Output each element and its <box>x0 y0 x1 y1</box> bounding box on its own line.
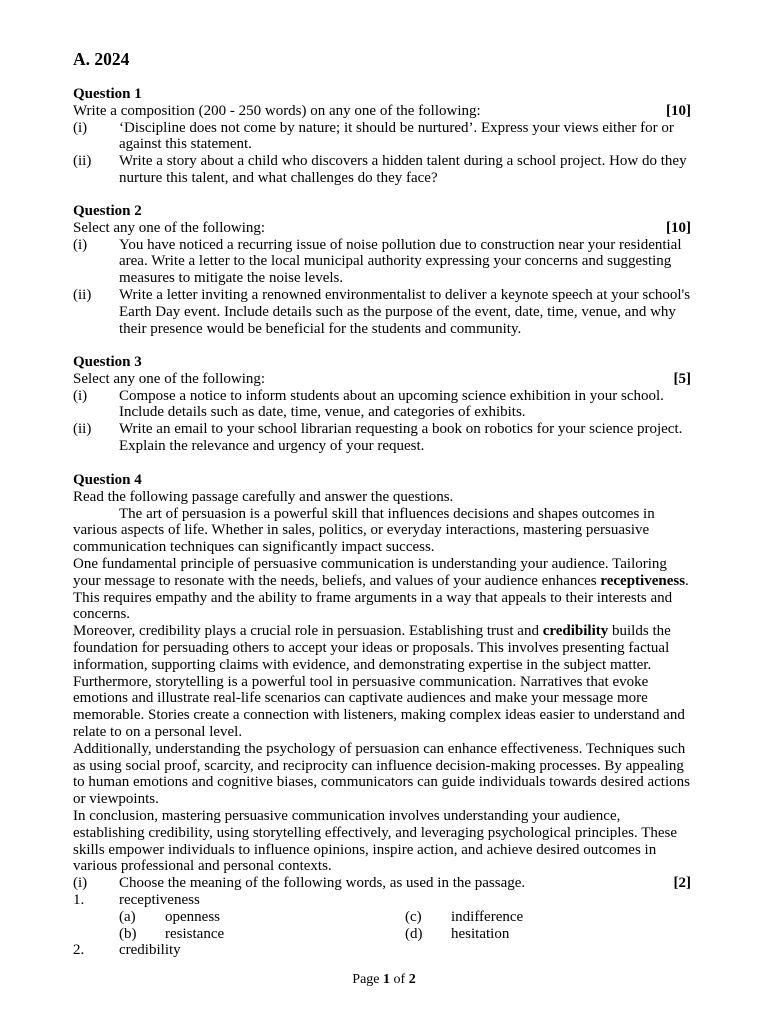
question-1-marks: [10] <box>666 102 691 119</box>
highlighted-word: credibility <box>542 623 609 640</box>
question-3-title: Question 3 <box>73 354 142 370</box>
passage-text: Moreover, credibility plays a crucial role in persuasion. Establishing trust and <box>73 623 543 640</box>
question-2-marks: [10] <box>666 219 691 236</box>
passage-text: . This requires empathy and the ability to frame arguments in a way that appeals to their interests and concerns. <box>73 572 689 623</box>
option-text: resistance <box>165 925 225 942</box>
question-1 <box>73 86 691 187</box>
footer-text: of <box>390 972 409 987</box>
question-4-intro: Read the following passage carefully and answer the questions. <box>73 488 454 505</box>
question-3-option <box>73 388 691 422</box>
option-text: ‘Discipline does not come by nature; it should be nurtured’. Express your views either for or against this statement. <box>119 119 674 153</box>
option-label: (a) <box>119 908 136 925</box>
vocab-option <box>405 909 691 926</box>
option-number: (i) <box>73 119 88 136</box>
passage-text: One fundamental principle of persuasive communication is understanding your audience. Tailoring your message to resonate with the needs, beliefs, and values of your audience enhances <box>73 555 667 589</box>
question-4 <box>73 472 691 959</box>
question-2-option <box>73 237 691 287</box>
option-text: Compose a notice to inform students about an upcoming science exhibition in your school. Include details such as date, time, venue, and categories of exhibits. <box>119 387 664 421</box>
sub-question-i <box>73 875 691 892</box>
vocab-word: credibility <box>119 942 181 959</box>
option-label: (d) <box>405 925 423 942</box>
option-text: Write a letter inviting a renowned environmentalist to deliver a keynote speech at your school's Earth Day event. Include details such as the purpose of the event, date, time, venue, and why their presence would be beneficial for the students and community. <box>119 286 691 337</box>
passage-paragraph-1: The art of persuasion is a powerful skill that influences decisions and shapes outcomes in various aspects of life. Whether in sales, politics, or everyday interactions, mastering persuasive communication techniques can significantly impact success. <box>73 505 655 556</box>
option-label: (b) <box>119 925 137 942</box>
option-number: (i) <box>73 387 88 404</box>
passage-paragraph-6: In conclusion, mastering persuasive communication involves understanding your audience, establishing credibility, using storytelling effectively, and leveraging psychological principles. These skills empower individuals to influence opinions, inspire action, and achieve desired outcomes in various professional and personal contexts. <box>73 807 678 875</box>
sub-question-number: (i) <box>73 875 88 892</box>
option-text: Write a story about a child who discovers a hidden talent during a school project. How do they nurture this talent, and what challenges do they face? <box>119 153 687 186</box>
option-text: hesitation <box>451 925 510 942</box>
sub-question-text: Choose the meaning of the following words, as used in the passage. <box>119 875 526 892</box>
question-1-prompt: Write a composition (200 - 250 words) on any one of the following: <box>73 102 481 119</box>
question-2-option <box>73 287 691 337</box>
option-text: indifference <box>451 908 524 925</box>
highlighted-word: receptiveness <box>600 572 686 589</box>
passage-text: builds the foundation for persuading others to accept your ideas or proposals. This involves presenting factual information, supporting claims with evidence, and demonstrating expertise in the subject matter. <box>73 623 671 673</box>
page-footer <box>0 972 768 988</box>
question-1-option <box>73 120 691 154</box>
question-2 <box>73 203 691 337</box>
vocab-option <box>119 926 405 943</box>
option-number: (ii) <box>73 153 92 170</box>
passage-paragraph-2 <box>73 556 691 623</box>
option-number: (ii) <box>73 421 92 438</box>
question-2-prompt: Select any one of the following: <box>73 219 266 236</box>
passage-paragraph-5: Additionally, understanding the psychology of persuasion can enhance effectiveness. Techniques such as using social proof, scarcity, and reciprocity can influence decision-making processes. By appealing to human emotions and cognitive biases, communicators can guide individuals towards desired actions or viewpoints. <box>73 740 690 808</box>
vocab-word: receptiveness <box>119 891 200 908</box>
question-1-title: Question 1 <box>73 86 142 102</box>
passage-paragraph-3 <box>73 623 691 673</box>
option-text: You have noticed a recurring issue of noise pollution due to construction near your residential area. Write a letter to the local municipal authority expressing your concerns and suggesting measures to mitigate the noise levels. <box>119 236 682 287</box>
footer-text: Page <box>352 972 384 987</box>
question-2-title: Question 2 <box>73 203 142 219</box>
vocab-word-1 <box>73 892 691 909</box>
page-number: 1 <box>383 972 391 987</box>
page-heading: A. 2024 <box>73 49 130 69</box>
question-3 <box>73 354 691 455</box>
option-number: (ii) <box>73 286 92 303</box>
option-label: (c) <box>405 908 422 925</box>
page-total: 2 <box>408 972 416 987</box>
question-4-title: Question 4 <box>73 472 142 488</box>
vocab-number: 1. <box>73 891 85 908</box>
vocab-option <box>119 909 405 926</box>
question-3-option <box>73 421 691 455</box>
passage-paragraph-4: Furthermore, storytelling is a powerful tool in persuasive communication. Narratives that evoke emotions and illustrate real-life scenarios can captivate audiences and make your message more memorable. Stories create a connection with listeners, making complex ideas easier to understand and relate to on a personal level. <box>73 673 685 740</box>
vocab-options-row <box>119 909 691 926</box>
question-3-marks: [5] <box>673 370 691 387</box>
question-1-option <box>73 153 691 187</box>
question-3-prompt: Select any one of the following: <box>73 370 266 387</box>
option-text: openness <box>165 908 220 925</box>
option-number: (i) <box>73 236 88 253</box>
vocab-options-row <box>119 926 691 943</box>
option-text: Write an email to your school librarian requesting a book on robotics for your science project. Explain the relevance and urgency of your request. <box>119 421 683 454</box>
sub-question-marks: [2] <box>673 875 691 892</box>
vocab-word-2 <box>73 942 691 959</box>
vocab-option <box>405 926 691 943</box>
vocab-number: 2. <box>73 942 85 959</box>
